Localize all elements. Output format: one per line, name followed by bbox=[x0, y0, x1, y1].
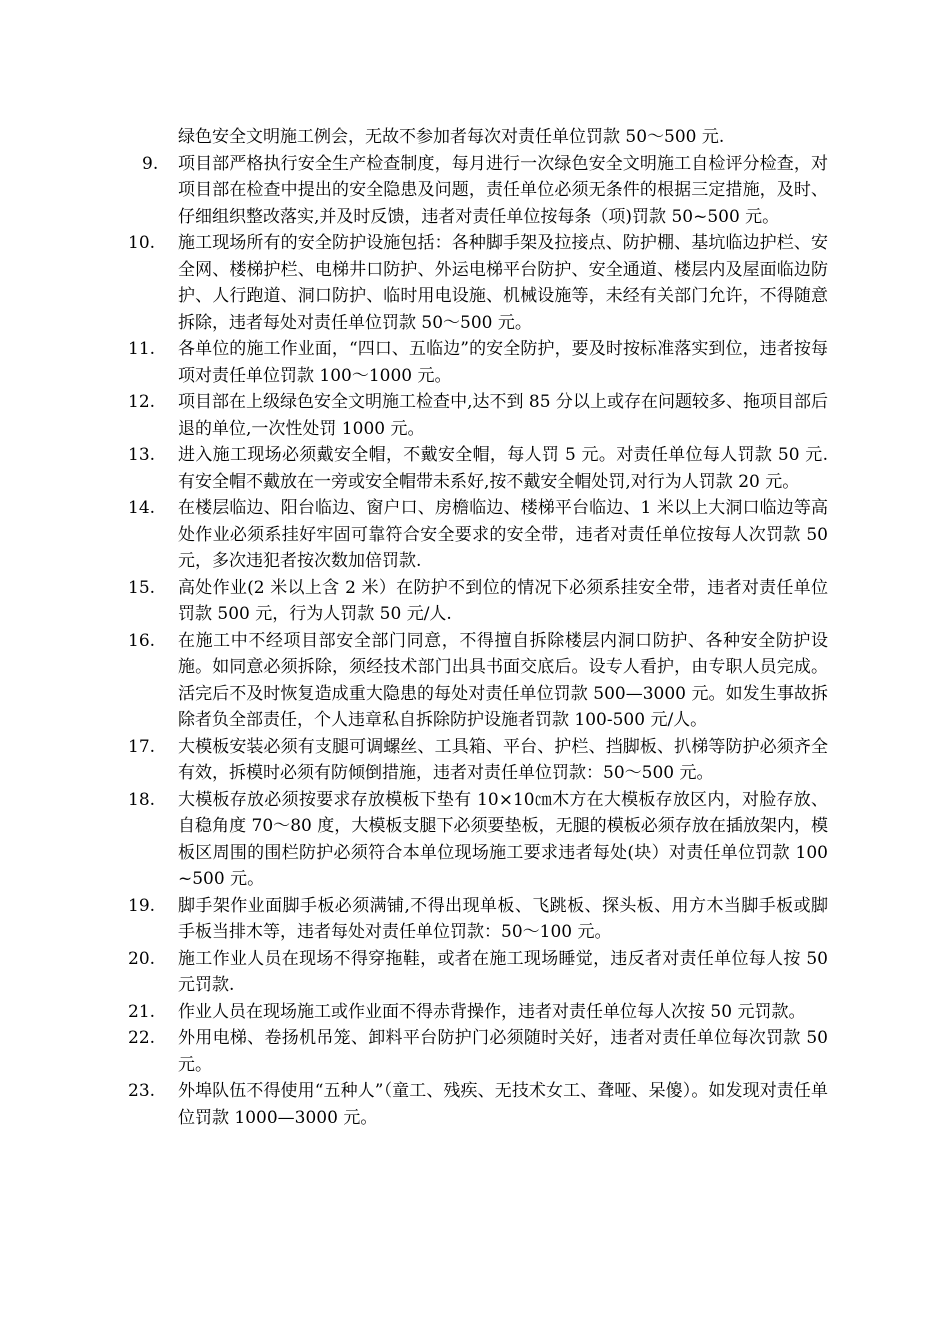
item-text: 在楼层临边、阳台临边、窗户口、房檐临边、楼梯平台临边、1 米以上大洞口临边等高处作业必须系挂好牢固可靠符合安全要求的安全带，违者对责任单位按每人次罚款 50 元，多次违犯者按次数加倍罚款. bbox=[178, 498, 828, 571]
list-item bbox=[128, 893, 828, 946]
list-item bbox=[128, 230, 828, 336]
item-number: 23. bbox=[128, 1081, 156, 1101]
item-text: 脚手架作业面脚手板必须满铺,不得出现单板、飞跳板、探头板、用方木当脚手板或脚手板当排木等，违者每处对责任单位罚款：50～100 元。 bbox=[178, 895, 828, 942]
item-number: 17. bbox=[128, 736, 156, 757]
item-number: 22. bbox=[128, 1028, 156, 1048]
list-item bbox=[128, 946, 828, 999]
item-number: 20. bbox=[128, 948, 156, 969]
item-text: 外埠队伍不得使用“五种人”（童工、残疾、无技术女工、聋哑、呆傻）。如发现对责任单位罚款 1000—3000 元。 bbox=[178, 1081, 828, 1128]
item-text: 施工现场所有的安全防护设施包括：各种脚手架及拉接点、防护棚、基坑临边护栏、安全网、楼梯护栏、电梯井口防护、外运电梯平台防护、安全通道、楼层内及屋面临边防护、人行跑道、洞口防护、临时用电设施、机械设施等，未经有关部门允许，不得随意拆除，违者每处对责任单位罚款 50～500 元。 bbox=[178, 233, 828, 333]
document-body bbox=[128, 124, 828, 1131]
list-item bbox=[128, 734, 828, 787]
item-number: 15. bbox=[128, 577, 156, 598]
list-item bbox=[128, 628, 828, 734]
item-number: 9. bbox=[142, 153, 159, 174]
list-item bbox=[128, 1078, 828, 1131]
item-text: 外用电梯、卷扬机吊笼、卸料平台防护门必须随时关好，违者对责任单位每次罚款 50 元。 bbox=[178, 1028, 828, 1075]
item-text: 高处作业(2 米以上含 2 米）在防护不到位的情况下必须系挂安全带，违者对责任单位罚款 500 元，行为人罚款 50 元/人. bbox=[178, 577, 828, 624]
item-number: 13. bbox=[128, 445, 156, 465]
item-text: 作业人员在现场施工或作业面不得赤背操作，违者对责任单位每人次按 50 元罚款。 bbox=[178, 1001, 806, 1022]
item-text: 项目部严格执行安全生产检查制度，每月进行一次绿色安全文明施工自检评分检查，对项目部在检查中提出的安全隐患及问题，责任单位必须无条件的根据三定措施，及时、仔细组织整改落实,并及时反馈，违者对责任单位按每条（项)罚款 50~500 元。 bbox=[178, 153, 828, 227]
item-text: 大模板安装必须有支腿可调螺丝、工具箱、平台、护栏、挡脚板、扒梯等防护必须齐全有效，拆模时必须有防倾倒措施，违者对责任单位罚款：50～500 元。 bbox=[178, 736, 828, 783]
list-item bbox=[128, 336, 828, 389]
list-item bbox=[128, 575, 828, 628]
item-number: 10. bbox=[128, 233, 156, 253]
list-item bbox=[128, 787, 828, 893]
list-item bbox=[128, 495, 828, 575]
continuation-line: 绿色安全文明施工例会，无故不参加者每次对责任单位罚款 50～500 元. bbox=[178, 127, 725, 147]
list-item bbox=[128, 442, 828, 495]
item-text: 进入施工现场必须戴安全帽，不戴安全帽，每人罚 5 元。对责任单位每人罚款 50 元.有安全帽不戴放在一旁或安全帽带未系好,按不戴安全帽处罚,对行为人罚款 20 元。 bbox=[178, 445, 828, 492]
item-text: 施工作业人员在现场不得穿拖鞋，或者在施工现场睡觉，违反者对责任单位每人按 50 元罚款. bbox=[178, 948, 828, 995]
item-number: 16. bbox=[128, 630, 156, 651]
item-text: 大模板存放必须按要求存放模板下垫有 10×10㎝木方在大模板存放区内，对脸存放、自稳角度 70～80 度，大模板支腿下必须要垫板，无腿的模板必须存放在插放架内，模板区周围的围栏防护必须符合本单位现场施工要求违者每处(块）对责任单位罚款 100~500 元。 bbox=[178, 789, 828, 889]
item-text: 项目部在上级绿色安全文明施工检查中,达不到 85 分以上或存在问题较多、拖项目部后退的单位,一次性处罚 1000 元。 bbox=[178, 392, 828, 439]
item-text: 各单位的施工作业面，“四口、五临边”的安全防护，要及时按标准落实到位，违者按每项对责任单位罚款 100～1000 元。 bbox=[178, 339, 828, 386]
item-number: 11. bbox=[128, 339, 156, 359]
item-number: 14. bbox=[128, 498, 156, 518]
item-number: 21. bbox=[128, 1001, 156, 1022]
list-item bbox=[128, 999, 828, 1026]
item-number: 18. bbox=[128, 789, 156, 810]
list-item bbox=[128, 151, 828, 231]
item-number: 19. bbox=[128, 895, 156, 916]
item-number: 12. bbox=[128, 392, 156, 412]
item-text: 在施工中不经项目部安全部门同意，不得擅自拆除楼层内洞口防护、各种安全防护设施。如同意必须拆除，须经技术部门出具书面交底后。设专人看护，由专职人员完成。活完后不及时恢复造成重大隐患的每处对责任单位罚款 500—3000 元。如发生事故拆除者负全部责任，个人违章私自拆除防护设施者罚款 100-500 元/人。 bbox=[178, 630, 828, 730]
list-item bbox=[128, 1025, 828, 1078]
list-item bbox=[128, 389, 828, 442]
